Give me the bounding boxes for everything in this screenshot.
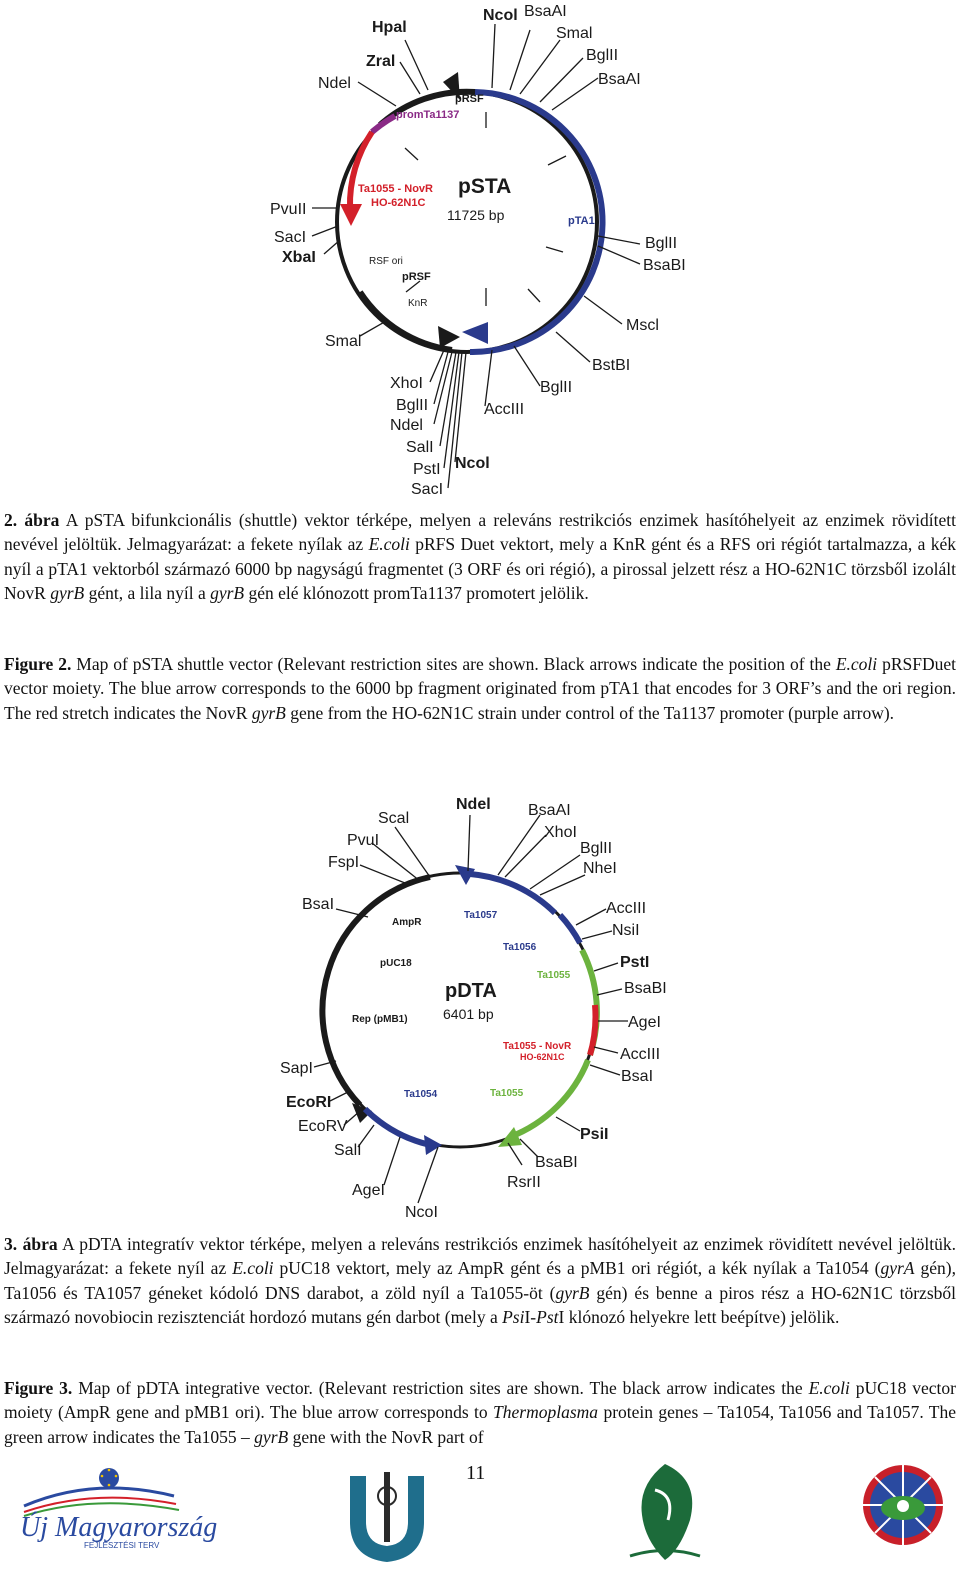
- feature-label: KnR: [408, 298, 428, 309]
- feature-label: HO-62N1C: [371, 197, 426, 209]
- site-label: SalI: [406, 439, 434, 456]
- site-label: PstI: [413, 461, 441, 478]
- site-label: Smal: [556, 25, 593, 42]
- feature-label: Ta1055 - NovR: [503, 1041, 572, 1052]
- feature-label: pRSF: [455, 93, 484, 105]
- site-label: AgeI: [628, 1014, 661, 1031]
- Ta1056-arc: [560, 915, 580, 943]
- caption-label: 3. ábra: [4, 1234, 58, 1254]
- site-label: BsaAI: [598, 71, 641, 88]
- site-label: AccIII: [606, 900, 647, 917]
- site-label: Mscl: [626, 317, 659, 334]
- site-label: SacI: [274, 229, 307, 246]
- site-label: BsaAI: [524, 3, 567, 20]
- site-label: XbaI: [282, 249, 316, 266]
- KnR-arrowhead: [438, 326, 460, 348]
- site-label: NcoI: [405, 1204, 438, 1221]
- site-label: BsaI: [302, 896, 335, 913]
- site-label: BsaI: [621, 1068, 654, 1085]
- site-label: EcoRV: [298, 1118, 348, 1135]
- site-label: RsrII: [507, 1174, 541, 1191]
- site-label: AccIII: [484, 401, 525, 418]
- site-label: BglII: [580, 840, 613, 857]
- site-label: NsiI: [612, 922, 640, 939]
- site-label: Scal: [378, 810, 410, 827]
- logo-text: Új Magyarország: [20, 1512, 218, 1543]
- site-label: PvuI: [347, 832, 380, 849]
- figure2-caption-hu: 2. ábra A pSTA bifunkcionális (shuttle) vektor térképe, melyen a releváns restrikciós enzimek hasítóhelyeit az enzimek rövidített nevével jelöltük. Jelmagyarázat: a fekete nyílak az E.coli pRFS Duet vektort, mely a KnR gént és a RFS ori régiót tartalmazza, a kék nyíl a pTA1 vektorból származó 6000 bp nagyságú fragmentet (3 ORF és ori régió), a pirossal jelzett rész a HO-62N1C törzsből izolált NovR gyrB gént, a lila nyíl a gyrB gén elé klónozott promTa1137 promotert jelölik.: [4, 510, 957, 604]
- logo-subtext: FEJLESZTÉSI TERV: [84, 1541, 160, 1550]
- site-label: Zral: [366, 53, 396, 70]
- KnR-arc: [360, 292, 452, 350]
- site-label: XhoI: [544, 824, 577, 841]
- site-label: FspI: [328, 854, 360, 871]
- NovR-arrowhead: [340, 204, 362, 226]
- site-label: BsaBI: [535, 1154, 578, 1171]
- feature-label: Ta1055 - NovR: [358, 183, 433, 195]
- feature-label: Ta1057: [464, 910, 498, 921]
- site-label: PstI: [620, 954, 650, 971]
- Ta1054-arc: [365, 1109, 430, 1145]
- figure2-caption-en: Figure 2. Map of pSTA shuttle vector (Relevant restriction sites are shown. Black arrows indicate the position of the E.coli pRSFDuet vector moiety. The blue arrow corresponds to the 6000 bp fragment originated from pTA1 that encodes for 3 ORF’s and the ori region. The red stretch indicates the NovR gyrB gene from the HO-62N1C strain under control of the Ta1137 promoter (purple arrow).: [4, 654, 957, 723]
- site-label: Ndel: [318, 75, 351, 92]
- plasmid-name: pDTA: [445, 980, 497, 1002]
- figure3-map: [0, 785, 960, 1225]
- site-label: Smal: [325, 333, 362, 350]
- plasmid-name: pSTA: [458, 175, 512, 198]
- feature-label: pTA1: [568, 215, 595, 227]
- caption-label: 2. ábra: [4, 510, 60, 530]
- site-label: BstBI: [592, 357, 631, 374]
- site-label: PsiI: [580, 1126, 609, 1143]
- caption-label: Figure 2.: [4, 654, 72, 674]
- site-label: BsaAI: [528, 802, 571, 819]
- plasmid-size: 11725 bp: [447, 207, 505, 223]
- site-label: PvuII: [270, 201, 307, 218]
- caption-label: Figure 3.: [4, 1378, 73, 1398]
- figure3-caption-hu: 3. ábra A pDTA integratív vektor térképe, melyen a releváns restrikciós enzimek hasítóhelyeit az enzimek rövidített nevével jelöltük. Jelmagyarázat: a fekete nyíl az E.coli pUC18 vektort, mely az AmpR gént és a pMB1 ori régiót, a kék nyílak a Ta1054 (gyrA gén), Ta1056 és TA1057 géneket kódoló DNS darabot, a zöld nyíl a Ta1055-öt (gyrB gén) és benne a piros rész a HO-62N1C törzsből származó novobiocin rezisztenciát hordozó mutans gén darbot (mely a PsiI-PstI klónozó helyekre lett beépítve) jelölik.: [4, 1234, 957, 1328]
- institute-logo: [860, 1462, 946, 1548]
- feature-label: pRSF: [402, 271, 431, 283]
- feature-label: Rep (pMB1): [352, 1014, 408, 1025]
- feature-label: Ta1054: [404, 1089, 438, 1100]
- feature-label: promTa1137: [396, 109, 460, 121]
- figure2-map: [0, 0, 960, 500]
- site-label: Ncol: [483, 7, 518, 24]
- pTA1-arrowhead: [462, 322, 488, 344]
- site-label: Hpal: [372, 19, 407, 36]
- feature-label: Ta1055: [537, 970, 571, 981]
- site-label: Ndel: [390, 417, 423, 434]
- uj-magyarorszag-logo: [14, 1466, 218, 1556]
- figure3-caption-en: Figure 3. Map of pDTA integrative vector. (Relevant restriction sites are shown. The black arrow indicates the E.coli pUC18 vector moiety (AmpR gene and pMB1 ori). The blue arrow corresponds to Thermoplasma protein genes – Ta1054, Ta1056 and Ta1057. The green arrow indicates the Ta1055 – gyrB gene with the NovR part of: [4, 1378, 956, 1447]
- page-number: 11: [466, 1462, 486, 1484]
- site-label: BglII: [586, 47, 619, 64]
- site-label: SalI: [334, 1142, 362, 1159]
- pUC18-arc: [322, 877, 430, 1105]
- site-label: BglII: [645, 235, 678, 252]
- site-label: Ncol: [455, 455, 490, 472]
- site-label: EcoRI: [286, 1094, 332, 1111]
- site-label: BglII: [396, 397, 429, 414]
- site-label: BsaBI: [624, 980, 667, 997]
- site-label: BsaBI: [643, 257, 686, 274]
- feature-label: RSF ori: [369, 256, 403, 267]
- feature-label: pUC18: [380, 958, 412, 969]
- feature-label: AmpR: [392, 917, 422, 928]
- site-label: XhoI: [390, 375, 423, 392]
- site-label: SacI: [411, 481, 444, 498]
- plasmid-size: 6401 bp: [443, 1006, 494, 1022]
- site-label: AccIII: [620, 1046, 661, 1063]
- site-label: Ndel: [456, 796, 491, 813]
- site-label: NheI: [583, 860, 617, 877]
- site-label: SapI: [280, 1060, 313, 1077]
- park-logo: [620, 1460, 710, 1565]
- feature-label: Ta1056: [503, 942, 537, 953]
- site-label: BglII: [540, 379, 573, 396]
- site-label: AgeI: [352, 1182, 385, 1199]
- feature-label: Ta1055: [490, 1088, 524, 1099]
- university-logo: [342, 1466, 432, 1566]
- feature-label: HO-62N1C: [520, 1052, 565, 1062]
